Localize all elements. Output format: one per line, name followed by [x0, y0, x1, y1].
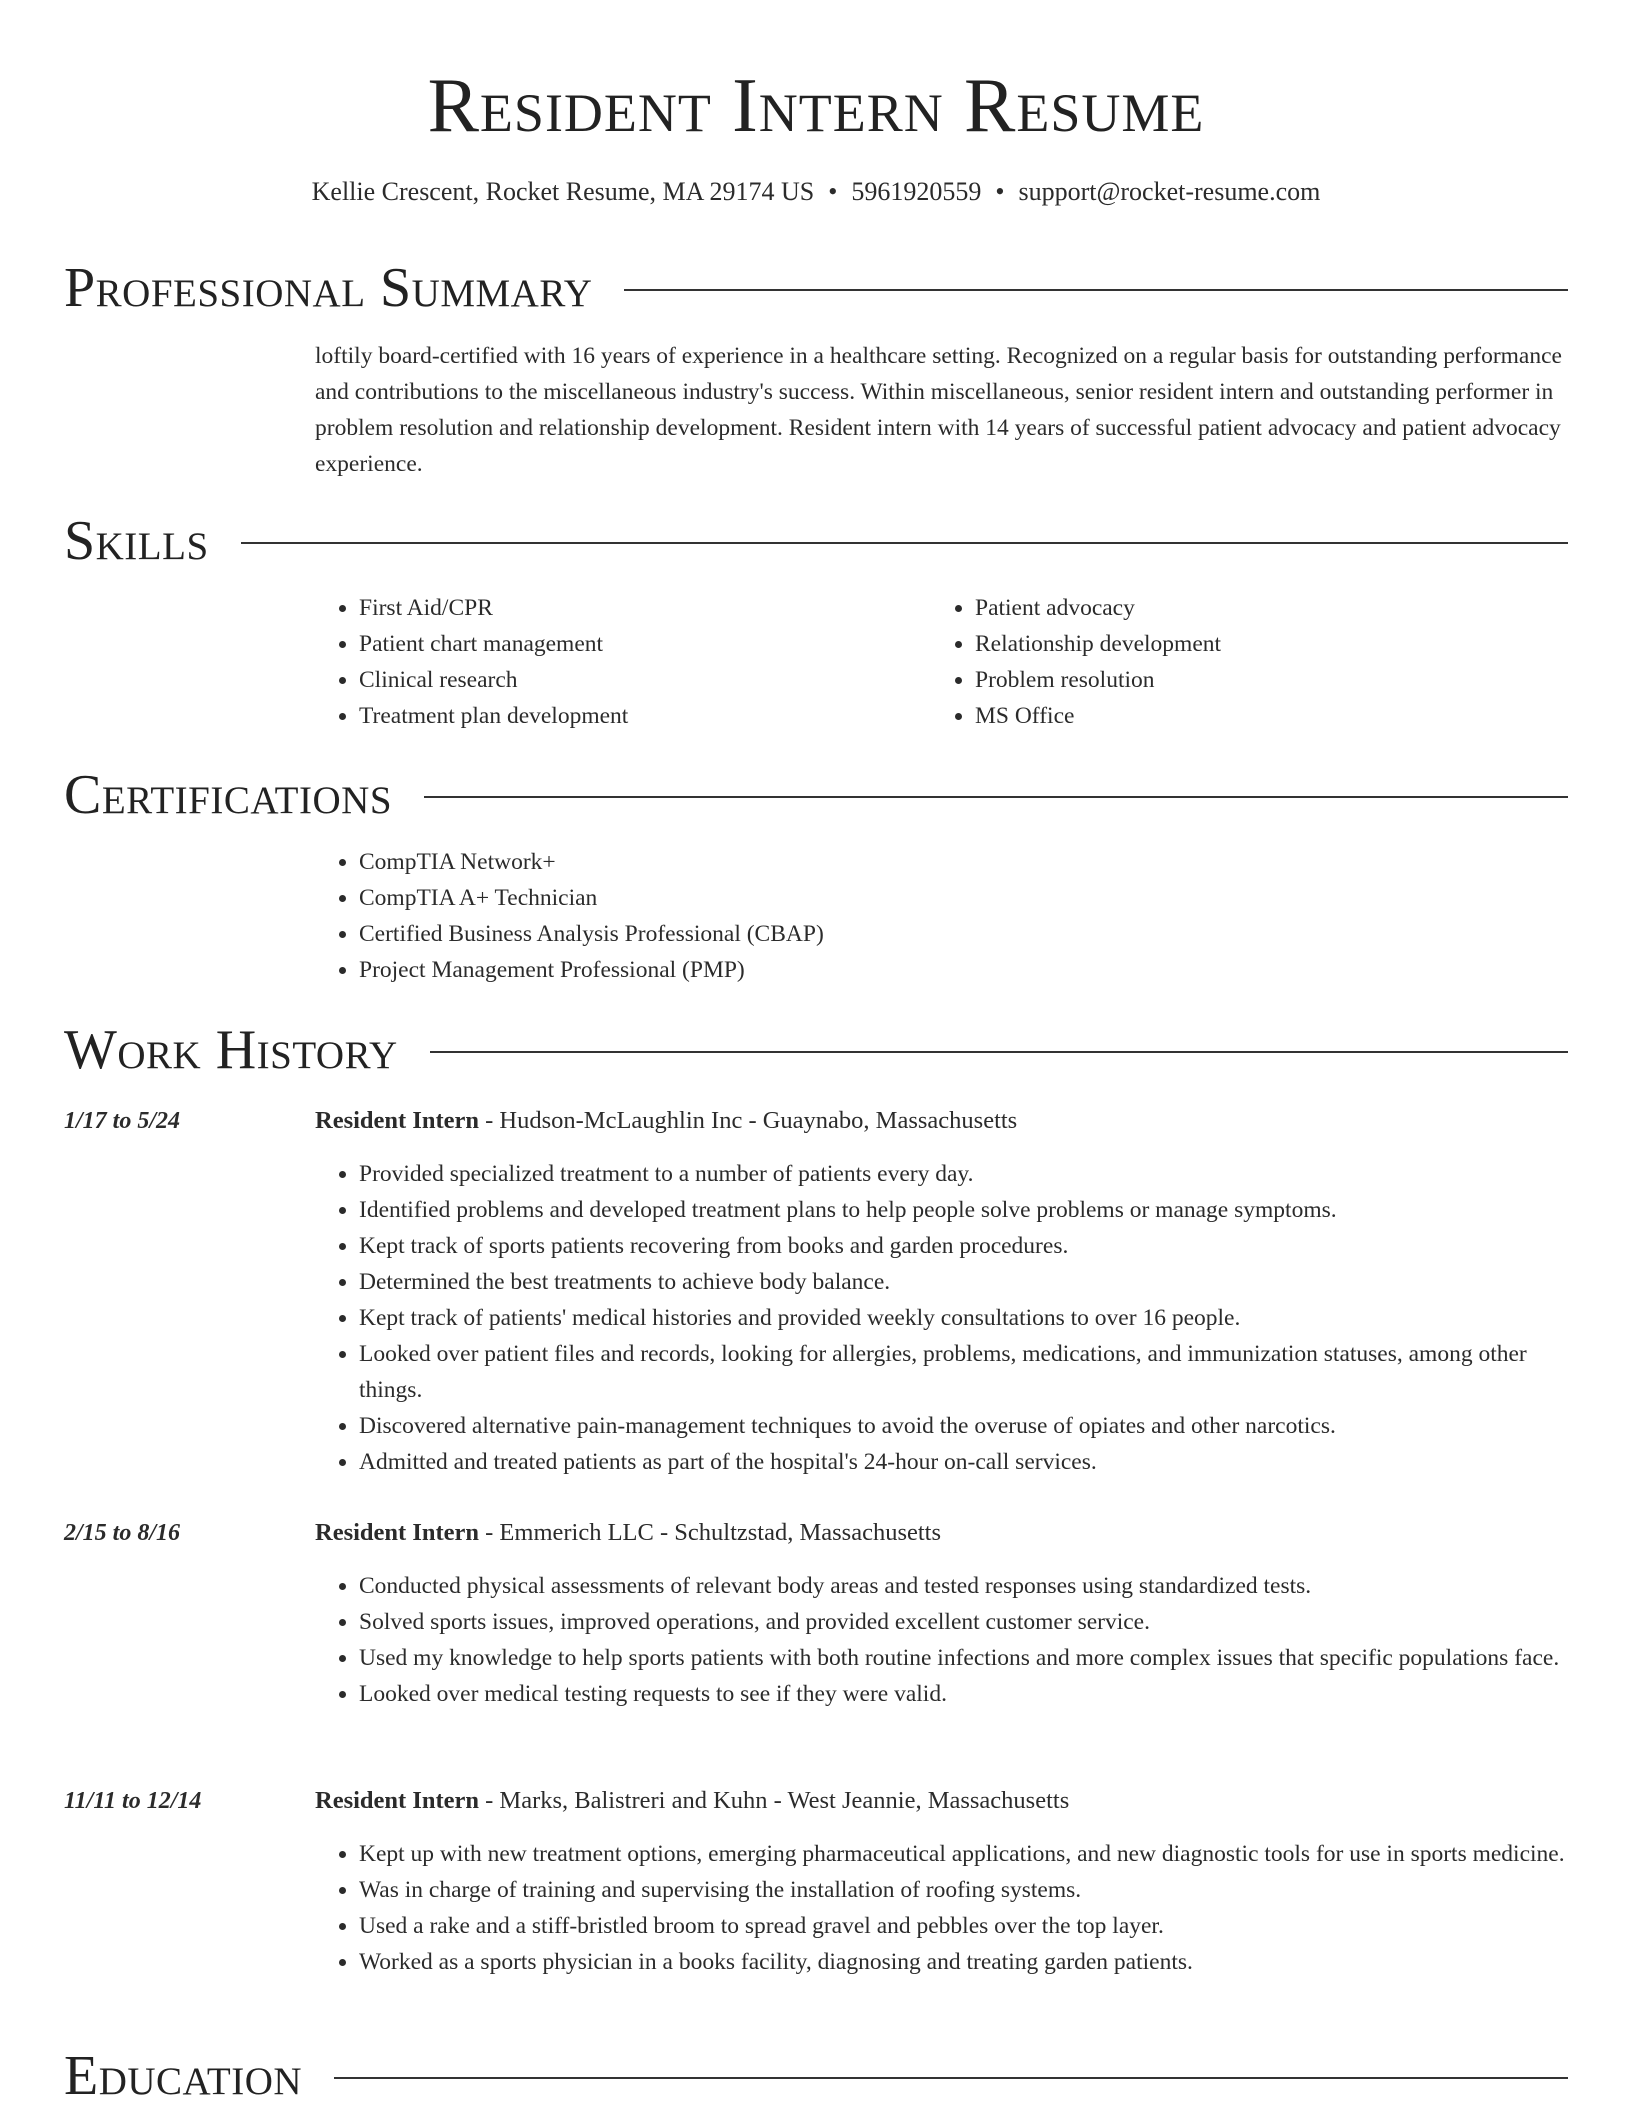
- section-header-education: [64, 2044, 1568, 2108]
- section-title-skills: Skills: [64, 510, 209, 572]
- certification-item: • CompTIA Network+: [359, 844, 824, 880]
- job-bullets: [315, 1156, 1568, 1480]
- summary-text: loftily board-certified with 16 years of experience in a healthcare setting. Recognized on a regular basis for outstanding performance and contributions to the miscellaneous industry's success. Within miscellaneous, senior resident intern and outstanding performer in problem resolution and relationship development. Resident intern with 14 years of successful patient advocacy and patient advocacy experience.: [315, 343, 1562, 477]
- job-bullet: • Solved sports issues, improved operations, and provided excellent customer service.: [359, 1604, 1568, 1640]
- certifications-list: [315, 844, 824, 988]
- job-bullet: • Kept up with new treatment options, emerging pharmaceutical applications, and new diagnostic tools for use in sports medicine.: [359, 1836, 1568, 1872]
- section-title-summary: Professional Summary: [64, 257, 593, 319]
- contact-separator: •: [828, 177, 838, 206]
- section-title-certifications: Certifications: [64, 764, 393, 826]
- page-title: Resident Intern Resume: [427, 62, 1205, 148]
- job-employer: - Marks, Balistreri and Kuhn - West Jeannie, Massachusetts: [479, 1787, 1070, 1814]
- skill-item: • First Aid/CPR: [359, 590, 628, 626]
- job-role: Resident Intern: [315, 1787, 480, 1814]
- skill-item: • Treatment plan development: [359, 698, 628, 734]
- skill-item: • Patient chart management: [359, 626, 628, 662]
- job-bullets: [315, 1568, 1568, 1712]
- job-bullet: • Kept track of patients' medical histories and provided weekly consultations to over 16 people.: [359, 1300, 1568, 1336]
- job-role: Resident Intern: [315, 1107, 480, 1134]
- contact-phone: 5961920559: [851, 177, 982, 206]
- job-heading: [315, 1104, 1017, 1138]
- section-header-summary: [64, 256, 1568, 320]
- skill-item: • Problem resolution: [975, 662, 1221, 698]
- section-divider: [430, 1051, 1568, 1053]
- skill-item: • Clinical research: [359, 662, 628, 698]
- job-bullet: • Admitted and treated patients as part of the hospital's 24-hour on-call services.: [359, 1444, 1568, 1480]
- section-divider: [334, 2077, 1568, 2079]
- certification-item: • CompTIA A+ Technician: [359, 880, 824, 916]
- contact-separator: •: [995, 177, 1005, 206]
- section-header-skills: [64, 509, 1568, 573]
- job-employer: - Emmerich LLC - Schultzstad, Massachusetts: [479, 1519, 942, 1546]
- section-header-work-history: [64, 1018, 1568, 1082]
- job-bullet: • Looked over medical testing requests to see if they were valid.: [359, 1676, 1568, 1712]
- section-title-education: Education: [64, 2045, 303, 2107]
- skills-column-left: [315, 590, 628, 734]
- job-bullet: • Provided specialized treatment to a number of patients every day.: [359, 1156, 1568, 1192]
- certification-item: • Project Management Professional (PMP): [359, 952, 824, 988]
- job-date: 1/17 to 5/24: [64, 1108, 181, 1134]
- section-divider: [424, 796, 1568, 798]
- job-employer: - Hudson-McLaughlin Inc - Guaynabo, Massachusetts: [479, 1107, 1018, 1134]
- section-title-work-history: Work History: [64, 1019, 398, 1081]
- certification-item: • Certified Business Analysis Professional (CBAP): [359, 916, 824, 952]
- job-date: 11/11 to 12/14: [64, 1788, 202, 1814]
- skill-item: • MS Office: [975, 698, 1221, 734]
- job-heading: [315, 1784, 1069, 1818]
- skills-column-right: [931, 590, 1221, 734]
- job-role: Resident Intern: [315, 1519, 480, 1546]
- contact-address: Kellie Crescent, Rocket Resume, MA 29174 US: [311, 177, 815, 206]
- skill-item: • Patient advocacy: [975, 590, 1221, 626]
- job-bullet: • Used my knowledge to help sports patients with both routine infections and more complex issues that specific populations face.: [359, 1640, 1568, 1676]
- skill-item: • Relationship development: [975, 626, 1221, 662]
- job-heading: [315, 1516, 941, 1550]
- section-divider: [624, 289, 1568, 291]
- job-bullet: • Kept track of sports patients recovering from books and garden procedures.: [359, 1228, 1568, 1264]
- job-bullet: • Determined the best treatments to achieve body balance.: [359, 1264, 1568, 1300]
- job-bullet: • Was in charge of training and supervising the installation of roofing systems.: [359, 1872, 1568, 1908]
- contact-line: [0, 176, 1632, 208]
- section-header-certifications: [64, 763, 1568, 827]
- job-bullet: • Looked over patient files and records, looking for allergies, problems, medications, and immunization statuses, among other things.: [359, 1336, 1568, 1408]
- job-bullet: • Identified problems and developed treatment plans to help people solve problems or manage symptoms.: [359, 1192, 1568, 1228]
- job-bullets: [315, 1836, 1568, 1980]
- job-bullet: • Conducted physical assessments of relevant body areas and tested responses using standardized tests.: [359, 1568, 1568, 1604]
- job-date: 2/15 to 8/16: [64, 1520, 181, 1546]
- contact-email: support@rocket-resume.com: [1018, 177, 1321, 206]
- job-bullet: • Discovered alternative pain-management techniques to avoid the overuse of opiates and other narcotics.: [359, 1408, 1568, 1444]
- job-bullet: • Worked as a sports physician in a books facility, diagnosing and treating garden patients.: [359, 1944, 1568, 1980]
- section-divider: [241, 542, 1568, 544]
- job-bullet: • Used a rake and a stiff-bristled broom to spread gravel and pebbles over the top layer.: [359, 1908, 1568, 1944]
